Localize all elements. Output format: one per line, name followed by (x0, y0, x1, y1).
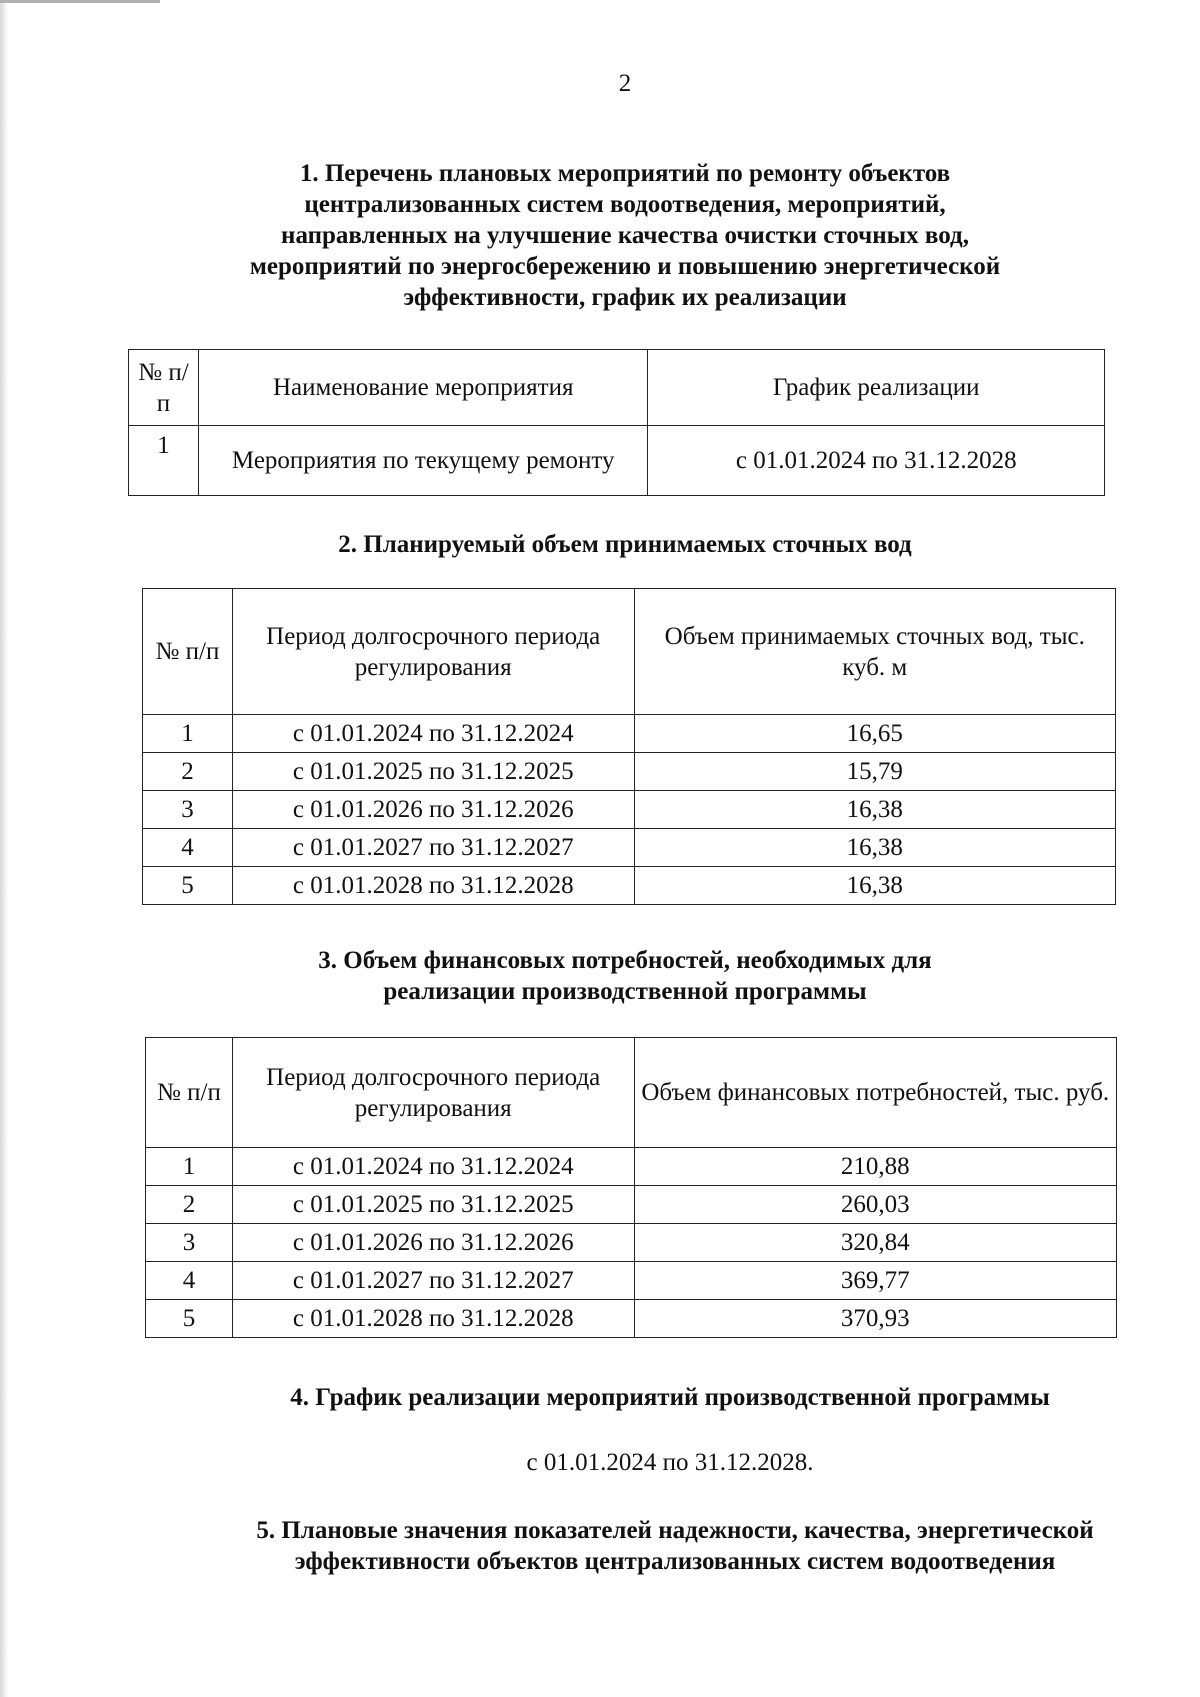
cell-period: с 01.01.2027 по 31.12.2027 (232, 829, 634, 867)
section1-title-line: 1. Перечень плановых мероприятий по ремонту объектов (299, 160, 951, 187)
header-period: Период долгосрочного периода регулирования (232, 1038, 634, 1148)
cell-period: с 01.01.2028 по 31.12.2028 (232, 1300, 634, 1338)
cell-number: 1 (143, 715, 233, 753)
cell-volume: 16,65 (634, 715, 1115, 753)
cell-number: 4 (143, 829, 233, 867)
cell-period: с 01.01.2028 по 31.12.2028 (232, 867, 634, 905)
cell-number: 2 (143, 753, 233, 791)
header-period: Период долгосрочного периода регулирования (232, 589, 634, 715)
header-measure-name: Наименование мероприятия (198, 350, 648, 426)
cell-number: 3 (143, 791, 233, 829)
table-header-row (146, 1038, 1117, 1148)
section1-title-line: эффективности, график их реализации (403, 284, 847, 311)
section3-title (150, 945, 1100, 1007)
cell-number: 3 (146, 1224, 233, 1262)
cell-volume: 16,38 (634, 867, 1115, 905)
section5-title (140, 1515, 1200, 1577)
table-header-row (143, 589, 1116, 715)
table-row (143, 867, 1116, 905)
table-row (143, 791, 1116, 829)
cell-measure-name: Мероприятия по текущему ремонту (198, 426, 648, 496)
cell-volume: 16,38 (634, 829, 1115, 867)
section4-title: 4. График реализации мероприятий производственной программы (290, 1384, 1050, 1411)
table-row (146, 1224, 1117, 1262)
header-number: № п/п (146, 1038, 233, 1148)
cell-volume: 16,38 (634, 791, 1115, 829)
section1-title-line: централизованных систем водоотведения, мероприятий, (304, 191, 946, 218)
cell-amount: 369,77 (634, 1262, 1116, 1300)
table-row (129, 426, 1105, 496)
cell-period: с 01.01.2024 по 31.12.2024 (232, 715, 634, 753)
page-number: 2 (618, 70, 632, 97)
cell-amount: 370,93 (634, 1300, 1116, 1338)
scan-edge-top (0, 0, 160, 3)
cell-number: 4 (146, 1262, 233, 1300)
section5-title-line: эффективности объектов централизованных систем водоотведения (294, 1548, 1056, 1575)
financial-needs-table (145, 1037, 1117, 1338)
header-number: № п/п (129, 350, 199, 426)
cell-period: с 01.01.2026 по 31.12.2026 (232, 791, 634, 829)
table-row (146, 1186, 1117, 1224)
header-financial-needs: Объем финансовых потребностей, тыс. руб. (634, 1038, 1116, 1148)
cell-number: 5 (143, 867, 233, 905)
section1-title-line: мероприятий по энергосбережению и повышению энергетической (249, 253, 1001, 280)
section5-title-line: 5. Плановые значения показателей надежности, качества, энергетической (256, 1517, 1094, 1544)
table-row (146, 1262, 1117, 1300)
cell-period: с 01.01.2026 по 31.12.2026 (232, 1224, 634, 1262)
header-schedule: График реализации (648, 350, 1105, 426)
cell-schedule: с 01.01.2024 по 31.12.2028 (648, 426, 1105, 496)
measures-table (128, 349, 1105, 496)
cell-number: 1 (146, 1148, 233, 1186)
cell-number: 2 (146, 1186, 233, 1224)
cell-number: 1 (129, 426, 199, 496)
cell-period: с 01.01.2025 по 31.12.2025 (232, 753, 634, 791)
table-header-row (129, 350, 1105, 426)
section4-period: с 01.01.2024 по 31.12.2028. (526, 1449, 814, 1476)
scan-edge (0, 0, 8, 1697)
section1-title (150, 158, 1100, 313)
table-row (146, 1300, 1117, 1338)
table-row (146, 1148, 1117, 1186)
section3-title-line: 3. Объем финансовых потребностей, необходимых для (318, 947, 932, 974)
wastewater-volume-table (142, 588, 1116, 905)
section2-title: 2. Планируемый объем принимаемых сточных вод (338, 531, 912, 558)
section3-title-line: реализации производственной программы (383, 978, 867, 1005)
cell-amount: 320,84 (634, 1224, 1116, 1262)
table-row (143, 753, 1116, 791)
cell-period: с 01.01.2027 по 31.12.2027 (232, 1262, 634, 1300)
cell-period: с 01.01.2024 по 31.12.2024 (232, 1148, 634, 1186)
section1-title-line: направленных на улучшение качества очистки сточных вод, (281, 222, 969, 249)
cell-amount: 210,88 (634, 1148, 1116, 1186)
table-row (143, 829, 1116, 867)
cell-amount: 260,03 (634, 1186, 1116, 1224)
cell-period: с 01.01.2025 по 31.12.2025 (232, 1186, 634, 1224)
cell-number: 5 (146, 1300, 233, 1338)
header-number: № п/п (143, 589, 233, 715)
cell-volume: 15,79 (634, 753, 1115, 791)
table-row (143, 715, 1116, 753)
header-volume: Объем принимаемых сточных вод, тыс. куб. м (634, 589, 1115, 715)
